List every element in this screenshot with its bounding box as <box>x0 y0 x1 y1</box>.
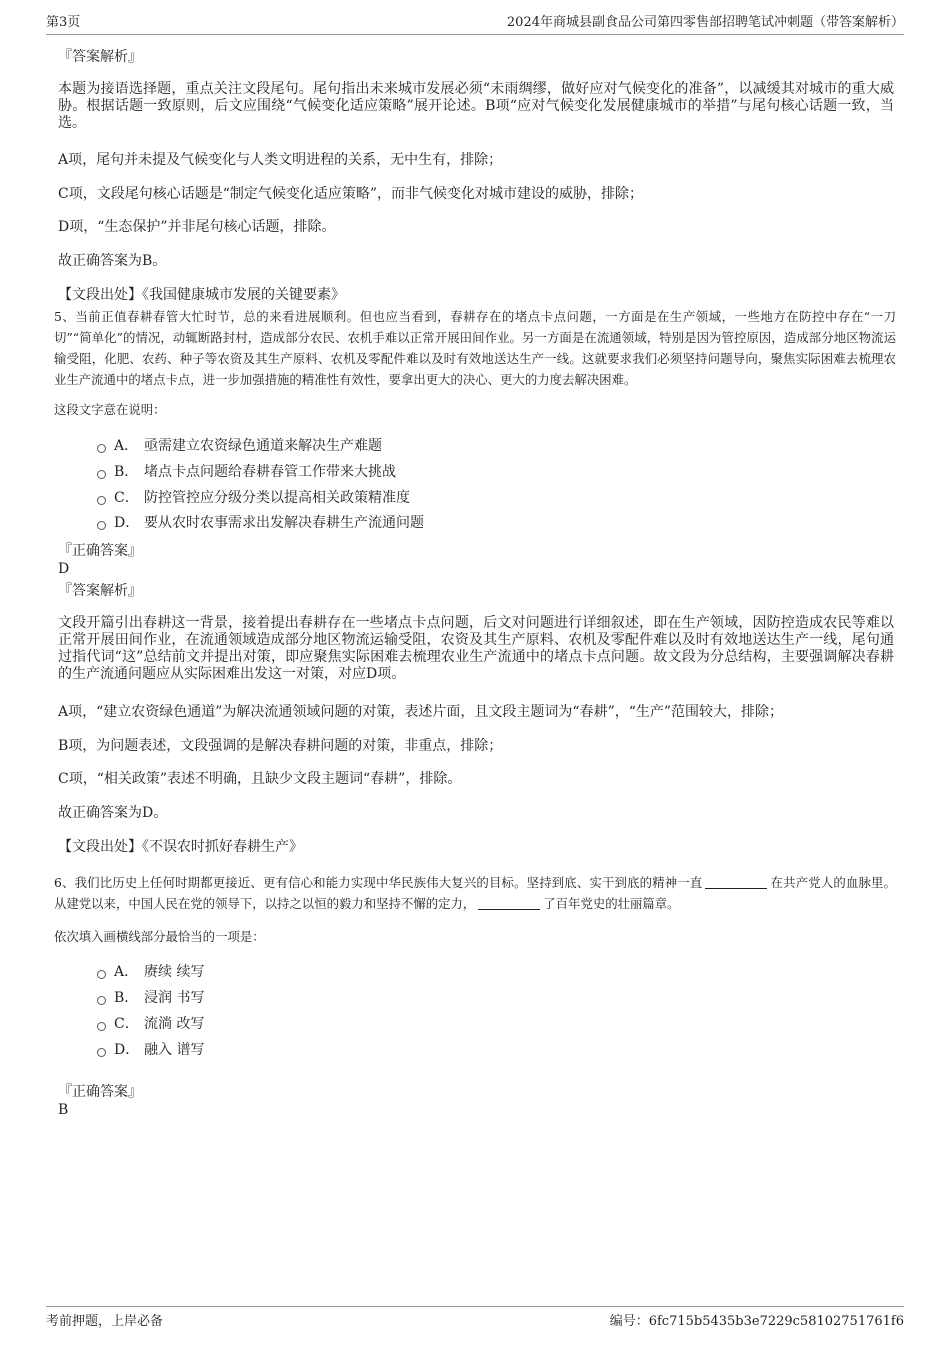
footer-code: 编号：6fc715b5435b3e7229c58102751761f6 <box>609 1314 904 1329</box>
radio-icon[interactable] <box>97 996 106 1005</box>
q4-conclusion: 故正确答案为B。 <box>58 253 167 269</box>
q6-answer-tag: 『正确答案』 <box>58 1084 142 1100</box>
q5-prompt: 这段文字意在说明： <box>54 402 166 417</box>
q4-option-d-analysis: D项，“生态保护”并非尾句核心话题，排除。 <box>58 219 336 235</box>
footer-slogan: 考前押题，上岸必备 <box>46 1314 164 1329</box>
q5-option-a[interactable]: A． 亟需建立农资绿色通道来解决生产难题 <box>97 437 382 455</box>
q6-option-b[interactable]: B． 浸润 书写 <box>97 989 204 1007</box>
fill-blank-2[interactable] <box>478 897 540 910</box>
radio-icon[interactable] <box>97 970 106 979</box>
q5-option-c[interactable]: C． 防控管控应分级分类以提高相关政策精准度 <box>97 489 410 507</box>
q5-option-b-analysis: B项，为问题表述，文段强调的是解决春耕问题的对策，非重点，排除； <box>58 738 503 754</box>
q4-source: 【文段出处】《我国健康城市发展的关键要素》 <box>58 287 345 303</box>
radio-icon[interactable] <box>97 470 106 479</box>
q4-analysis-text: 本题为接语选择题，重点关注文段尾句。尾句指出未来城市发展必须“未雨绸缪，做好应对气候变化的准备”，以减缓其对城市的重大威胁。根据话题一致原则，后文应围绕“气候变化适应策略”展开论述。B项“应对气候变化发展健康城市的举措”与尾句核心话题一致，当选。 <box>58 81 894 131</box>
q5-analysis-tag: 『答案解析』 <box>58 583 142 599</box>
radio-icon[interactable] <box>97 496 106 505</box>
q5-answer-tag: 『正确答案』 <box>58 543 142 559</box>
q5-conclusion: 故正确答案为D。 <box>58 805 168 821</box>
q5-analysis-text: 文段开篇引出春耕这一背景，接着提出春耕存在一些堵点卡点问题，后文对问题进行详细叙述，即在生产领域，因防控造成农民等难以正常开展田间作业，在流通领域造成部分地区物流运输受阻，农资及其生产原料、农机及零配件难以及时有效地送达生产一线，尾句通过指代词“这”总结前文并提出对策，即应聚焦实际困难去梳理农业生产流通中的堵点卡点问题。故文段为分总结构，主要强调解决春耕的生产流通问题应从实际困难出发这一对策，对应D项。 <box>58 615 894 682</box>
radio-icon[interactable] <box>97 1048 106 1057</box>
q6-option-d[interactable]: D． 融入 谱写 <box>97 1041 204 1059</box>
q5-option-a-analysis: A项，“建立农资绿色通道”为解决流通领域问题的对策，表述片面，且文段主题词为“春耕”，“生产”范围较大，排除； <box>58 704 784 720</box>
q5-answer: D <box>58 561 70 577</box>
radio-icon[interactable] <box>97 444 106 453</box>
document-title: 2024年商城县副食品公司第四零售部招聘笔试冲刺题（带答案解析） <box>506 15 904 30</box>
q6-prompt: 依次填入画横线部分最恰当的一项是： <box>54 929 265 944</box>
fill-blank-1[interactable] <box>705 876 767 889</box>
q6-option-a[interactable]: A． 赓续 续写 <box>97 963 204 981</box>
radio-icon[interactable] <box>97 521 106 530</box>
page-number: 第3页 <box>46 15 81 30</box>
radio-icon[interactable] <box>97 1022 106 1031</box>
q6-option-c[interactable]: C． 流淌 改写 <box>97 1015 204 1033</box>
q4-option-a-analysis: A项，尾句并未提及气候变化与人类文明进程的关系，无中生有，排除； <box>58 152 503 168</box>
q6-stem: 6、我们比历史上任何时期都更接近、更有信心和能力实现中华民族伟大复兴的目标。坚持到底、实干到底的精神一直 在共产党人的血脉里。从建党以来，中国人民在党的领导下，以持之以恒的毅力和坚持不懈的定力， 了百年党史的壮丽篇章。 <box>54 875 897 911</box>
q5-option-d[interactable]: D． 要从农时农事需求出发解决春耕生产流通问题 <box>97 514 424 532</box>
q5-source: 【文段出处】《不误农时抓好春耕生产》 <box>58 839 303 855</box>
q5-option-c-analysis: C项，“相关政策”表述不明确，且缺少文段主题词“春耕”，排除。 <box>58 771 462 787</box>
page-header <box>46 14 904 35</box>
q6-answer: B <box>58 1102 69 1118</box>
q5-stem: 5、当前正值春耕春管大忙时节，总的来看进展顺利。但也应当看到，春耕存在的堵点卡点问题，一方面是在生产领域，一些地方在防控中存在“一刀切”“简单化”的情况，动辄断路封村，造成部分农民、农机手难以正常开展田间作业。另一方面是在流通领域，特别是因为管控原因，造成部分地区物流运输受阻，化肥、农药、种子等农资及其生产原料、农机及零配件难以及时有效地送达生产一线。这就要求我们必须坚持问题导向，聚焦实际困难去梳理农业生产流通中的堵点卡点，进一步加强措施的精准性有效性，要拿出更大的决心、更大的力度去解决困难。 <box>54 309 896 387</box>
page-footer <box>46 1306 904 1331</box>
q4-option-c-analysis: C项，文段尾句核心话题是“制定气候变化适应策略”，而非气候变化对城市建设的威胁，排除； <box>58 186 644 202</box>
q5-option-b[interactable]: B． 堵点卡点问题给春耕春管工作带来大挑战 <box>97 463 396 481</box>
q4-analysis-tag: 『答案解析』 <box>58 49 142 65</box>
